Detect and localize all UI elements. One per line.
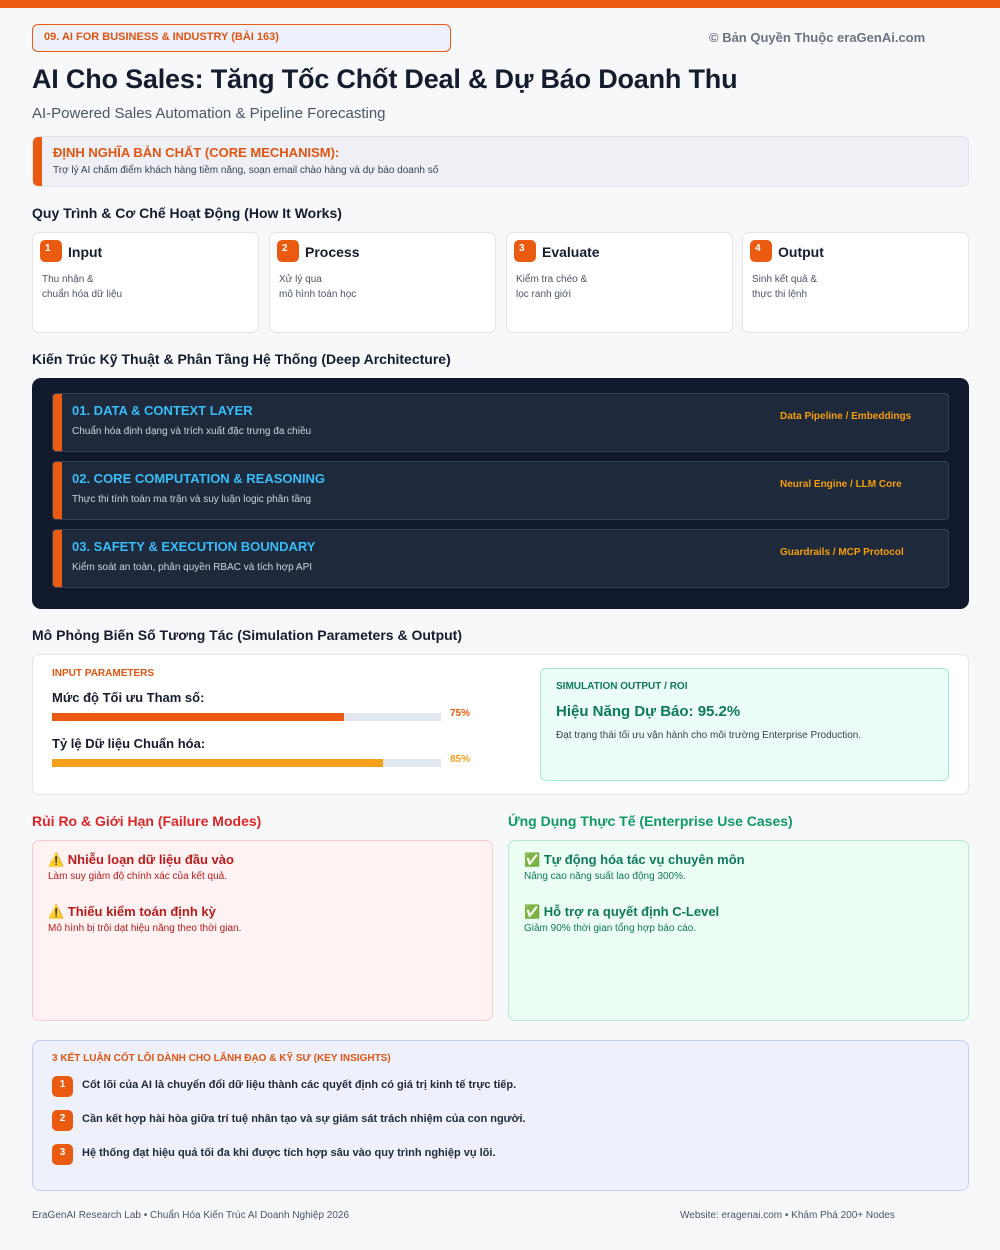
layer-title: 01. DATA & CONTEXT LAYER <box>72 403 253 418</box>
risks-panel <box>32 840 493 1021</box>
simulation-section-title: Mô Phỏng Biến Số Tương Tác (Simulation Parameters & Output) <box>32 627 463 643</box>
step-description: Thu nhận & chuẩn hóa dữ liệu <box>42 274 123 300</box>
definition-accent-bar <box>33 137 42 186</box>
layer-title: 02. CORE COMPUTATION & REASONING <box>72 471 326 486</box>
layer-accent-bar <box>53 394 62 451</box>
architecture-layer <box>52 461 949 520</box>
parameter-label: Tỷ lệ Dữ liệu Chuẩn hóa: <box>52 736 206 751</box>
simulation-output-box <box>540 668 949 781</box>
risk-item-description: Mô hình bị trôi dạt hiệu năng theo thời gian. <box>48 923 242 934</box>
layer-accent-bar <box>53 530 62 587</box>
output-value: Hiệu Năng Dự Báo: 95.2% <box>556 703 741 720</box>
workflow-section-title: Quy Trình & Cơ Chế Hoạt Động (How It Works) <box>32 205 342 221</box>
architecture-layer <box>52 529 949 588</box>
copyright-notice: © Bản Quyền Thuộc eraGenAi.com <box>709 30 926 45</box>
layer-description: Chuẩn hóa định dạng và trích xuất đặc trưng đa chiều <box>72 426 312 437</box>
input-parameters-heading: INPUT PARAMETERS <box>52 668 155 679</box>
usecase-item-description: Giảm 90% thời gian tổng hợp báo cáo. <box>524 923 697 934</box>
footer-right: Website: eragenai.com • Khám Phá 200+ Nodes <box>680 1210 895 1221</box>
insight-number-badge: 2 <box>52 1110 73 1131</box>
layer-accent-bar <box>53 462 62 519</box>
top-accent-bar <box>0 0 1000 8</box>
parameter-slider-track[interactable] <box>52 759 441 767</box>
risk-item-description: Làm suy giảm độ chính xác của kết quả. <box>48 871 227 882</box>
architecture-panel <box>32 378 969 609</box>
workflow-step-output <box>742 232 969 333</box>
risk-item-title: ⚠️ Thiếu kiểm toán định kỳ <box>48 904 216 919</box>
layer-description: Thực thi tính toán ma trận và suy luận logic phân tầng <box>72 494 312 505</box>
insight-text: Cần kết hợp hài hòa giữa trí tuệ nhân tạo và sự giám sát trách nhiệm của con người. <box>82 1113 526 1125</box>
definition-box <box>32 136 969 187</box>
step-label: Input <box>68 244 103 260</box>
usecases-section-title: Ứng Dụng Thực Tế (Enterprise Use Cases) <box>508 813 793 829</box>
step-number-badge: 4 <box>750 240 772 262</box>
parameter-slider-track[interactable] <box>52 713 441 721</box>
step-label: Process <box>305 244 360 260</box>
insight-number-badge: 3 <box>52 1144 73 1165</box>
insight-text: Cốt lõi của AI là chuyển đổi dữ liệu thành các quyết định có giá trị kinh tế trực tiếp. <box>82 1079 517 1091</box>
step-number-badge: 1 <box>40 240 62 262</box>
definition-heading: ĐỊNH NGHĨA BẢN CHẤT (CORE MECHANISM): <box>53 145 340 160</box>
category-tag: 09. AI FOR BUSINESS & INDUSTRY (BÀI 163) <box>32 24 451 52</box>
parameter-slider-fill <box>52 713 344 721</box>
architecture-layer <box>52 393 949 452</box>
insights-heading: 3 KẾT LUẬN CỐT LÕI DÀNH CHO LÃNH ĐẠO & KỸ SƯ (KEY INSIGHTS) <box>52 1053 391 1064</box>
step-description: Kiểm tra chéo & lọc ranh giới <box>516 274 588 300</box>
parameter-value: 85% <box>450 754 471 765</box>
parameter-slider-fill <box>52 759 383 767</box>
definition-text: Trợ lý AI chấm điểm khách hàng tiềm năng, soạn email chào hàng và dự báo doanh số <box>53 165 439 176</box>
usecase-item-description: Nâng cao năng suất lao động 300%. <box>524 871 686 882</box>
step-number-badge: 3 <box>514 240 536 262</box>
workflow-step-process <box>269 232 496 333</box>
usecase-item-title: ✅ Tự động hóa tác vụ chuyên môn <box>524 852 745 867</box>
key-insights-box <box>32 1040 969 1191</box>
risks-section-title: Rủi Ro & Giới Hạn (Failure Modes) <box>32 813 262 829</box>
layer-tech-label: Guardrails / MCP Protocol <box>780 547 904 558</box>
output-description: Đạt trạng thái tối ưu vận hành cho môi trường Enterprise Production. <box>556 730 862 741</box>
architecture-section-title: Kiến Trúc Kỹ Thuật & Phân Tầng Hệ Thống (Deep Architecture) <box>32 351 451 367</box>
workflow-step-evaluate <box>506 232 733 333</box>
usecases-panel <box>508 840 969 1021</box>
step-description: Sinh kết quả & thực thi lệnh <box>752 274 818 300</box>
footer-left: EraGenAI Research Lab • Chuẩn Hóa Kiến Trúc AI Doanh Nghiệp 2026 <box>32 1210 350 1221</box>
parameter-value: 75% <box>450 708 471 719</box>
layer-tech-label: Data Pipeline / Embeddings <box>780 411 912 422</box>
output-heading: SIMULATION OUTPUT / ROI <box>556 681 688 692</box>
insight-text: Hệ thống đạt hiệu quả tối đa khi được tích hợp sâu vào quy trình nghiệp vụ lõi. <box>82 1147 496 1159</box>
step-description: Xử lý qua mô hình toán học <box>279 274 357 300</box>
page-subtitle: AI-Powered Sales Automation & Pipeline Forecasting <box>32 105 386 122</box>
simulation-panel <box>32 654 969 795</box>
risk-item-title: ⚠️ Nhiễu loạn dữ liệu đầu vào <box>48 852 234 867</box>
insight-number-badge: 1 <box>52 1076 73 1097</box>
layer-title: 03. SAFETY & EXECUTION BOUNDARY <box>72 539 316 554</box>
workflow-step-input <box>32 232 259 333</box>
step-label: Evaluate <box>542 244 600 260</box>
step-number-badge: 2 <box>277 240 299 262</box>
layer-description: Kiểm soát an toàn, phân quyền RBAC và tích hợp API <box>72 562 313 573</box>
parameter-label: Mức độ Tối ưu Tham số: <box>52 690 205 705</box>
page-title: AI Cho Sales: Tăng Tốc Chốt Deal & Dự Báo Doanh Thu <box>32 64 738 94</box>
usecase-item-title: ✅ Hỗ trợ ra quyết định C-Level <box>524 904 720 919</box>
layer-tech-label: Neural Engine / LLM Core <box>780 479 902 490</box>
step-label: Output <box>778 244 824 260</box>
